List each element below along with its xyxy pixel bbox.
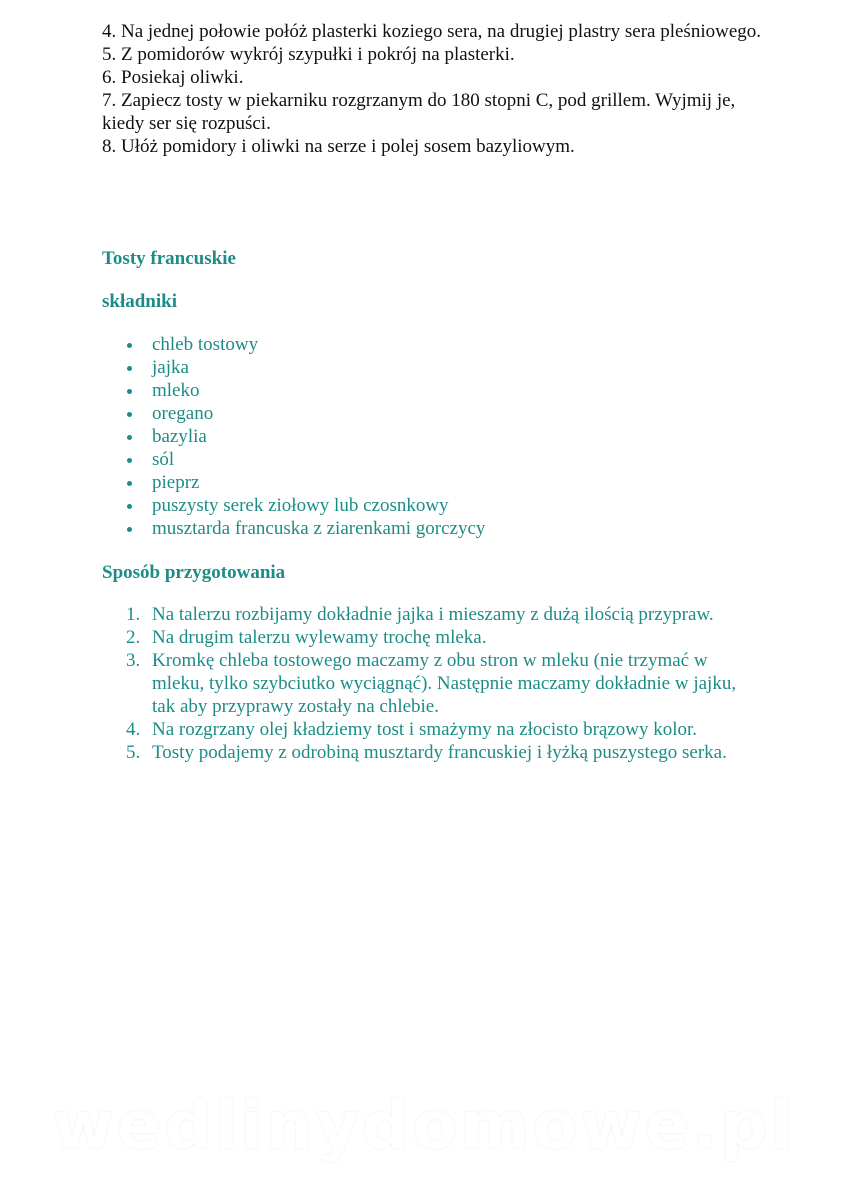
- bullet-icon: [127, 412, 132, 417]
- ingredient-text: mleko: [152, 380, 200, 401]
- method-steps-list: [102, 603, 762, 764]
- step-number: 5.: [126, 742, 141, 763]
- bullet-icon: [127, 435, 132, 440]
- method-step: [102, 718, 762, 741]
- ingredient-item: [102, 494, 485, 517]
- previous-step: 5. Z pomidorów wykrój szypułki i pokrój na plasterki.: [102, 44, 515, 65]
- bullet-icon: [127, 504, 132, 509]
- ingredient-text: jajka: [152, 357, 189, 378]
- ingredients-heading: składniki: [102, 291, 177, 312]
- ingredient-item: [102, 517, 485, 540]
- ingredient-text: bazylia: [152, 426, 207, 447]
- bullet-icon: [127, 481, 132, 486]
- step-number: 2.: [126, 627, 141, 648]
- previous-step: 8. Ułóż pomidory i oliwki na serze i polej sosem bazyliowym.: [102, 136, 575, 157]
- recipe-title: Tosty francuskie: [102, 248, 236, 269]
- step-text: Tosty podajemy z odrobiną musztardy francuskiej i łyżką puszystego serka.: [152, 742, 727, 763]
- bullet-icon: [127, 366, 132, 371]
- ingredients-list: [102, 333, 485, 540]
- method-heading: Sposób przygotowania: [102, 562, 286, 583]
- ingredient-item: [102, 425, 485, 448]
- ingredient-text: sól: [152, 449, 175, 470]
- method-step: [102, 603, 762, 626]
- ingredient-text: pieprz: [152, 472, 200, 493]
- previous-step: 6. Posiekaj oliwki.: [102, 67, 244, 88]
- ingredient-text: puszysty serek ziołowy lub czosnkowy: [152, 495, 449, 516]
- ingredient-item: [102, 379, 485, 402]
- ingredient-text: musztarda francuska z ziarenkami gorczycy: [152, 518, 486, 539]
- step-text: Na drugim talerzu wylewamy trochę mleka.: [152, 627, 487, 648]
- method-step: [102, 626, 762, 649]
- bullet-icon: [127, 458, 132, 463]
- bullet-icon: [127, 389, 132, 394]
- ingredient-item: [102, 402, 485, 425]
- step-number: 4.: [126, 719, 141, 740]
- step-text: Na talerzu rozbijamy dokładnie jajka i mieszamy z dużą ilością przypraw.: [152, 604, 714, 625]
- method-step: [102, 649, 762, 718]
- ingredient-text: oregano: [152, 403, 214, 424]
- ingredient-item: [102, 333, 485, 356]
- step-number: 1.: [126, 604, 141, 625]
- step-text: Na rozgrzany olej kładziemy tost i smażymy na złocisto brązowy kolor.: [152, 719, 698, 740]
- previous-step: 4. Na jednej połowie połóż plasterki koziego sera, na drugiej plastry sera pleśniowego.: [102, 21, 761, 42]
- ingredient-item: [102, 471, 485, 494]
- bullet-icon: [127, 343, 132, 348]
- ingredient-item: [102, 356, 485, 379]
- step-number: 3.: [126, 650, 141, 671]
- method-step: [102, 741, 762, 764]
- step-text: Kromkę chleba tostowego maczamy z obu stron w mleku (nie trzymać w mleku, tylko szybciutko wyciągnąć). Następnie maczamy dokładnie w jajku, tak aby przyprawy zostały na chlebie.: [152, 650, 737, 717]
- watermark: wedlinydomowe.pl: [52, 1087, 797, 1164]
- previous-step: 7. Zapiecz tosty w piekarniku rozgrzanym do 180 stopni C, pod grillem. Wyjmij je, kiedy ser się rozpuści.: [102, 90, 736, 134]
- ingredient-text: chleb tostowy: [152, 334, 259, 355]
- bullet-icon: [127, 527, 132, 532]
- ingredient-item: [102, 448, 485, 471]
- previous-recipe-steps: [102, 20, 762, 158]
